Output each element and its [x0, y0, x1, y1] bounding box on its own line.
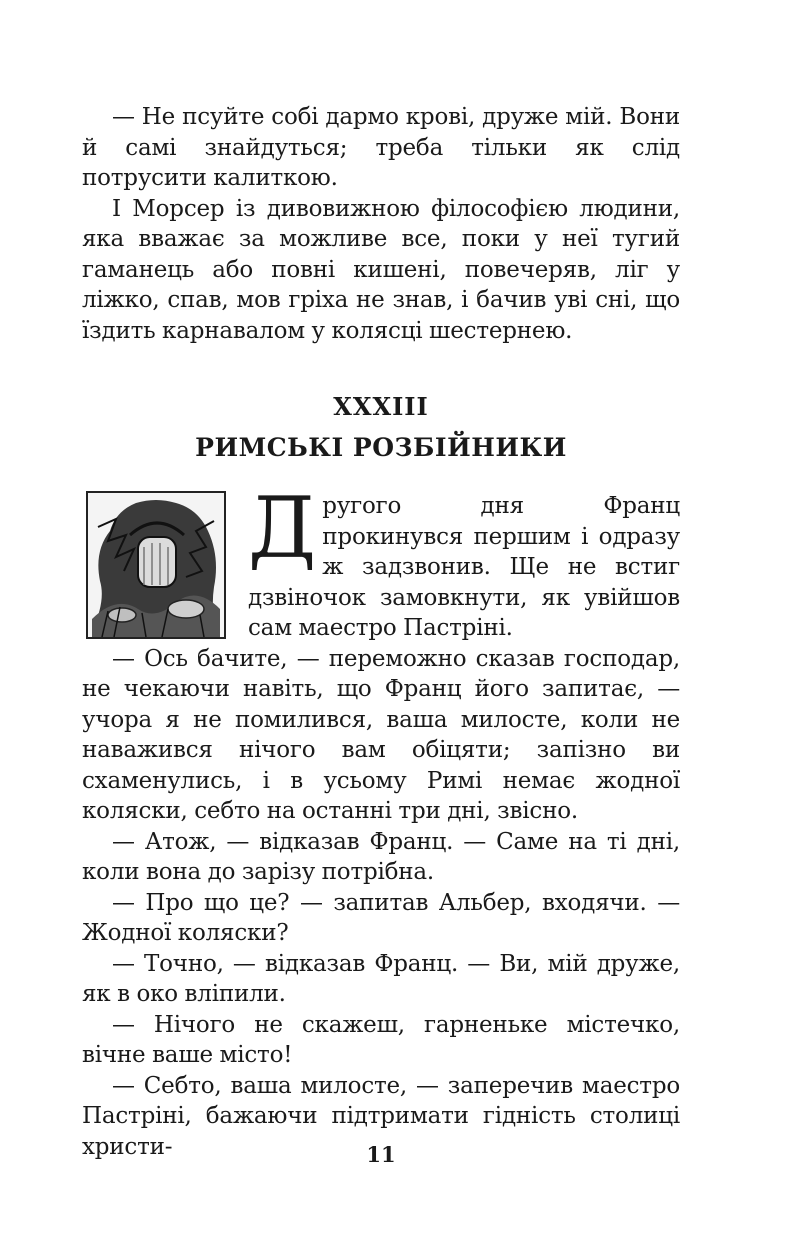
previous-chapter-ending	[82, 102, 680, 346]
paragraph: — Про що це? — запитав Альбер, входячи. — Жодної коляски?	[82, 889, 680, 946]
paragraph: — Атож, — відказав Франц. — Саме на ті дні, коли вона до зарізу потрібна.	[82, 828, 680, 885]
paragraph: І Морсер із дивовижною філософією людини, яка вважає за можливе все, поки у неї тугий гаманець або повні кишені, повечеряв, ліг у ліжко, спав, мов гріха не знав, і бачив уві сні, що їздить карнавалом у колясці шестернею.	[82, 195, 680, 344]
paragraph: — Точно, — відказав Франц. — Ви, мій друже, як в око вліпили.	[82, 950, 680, 1007]
chapter-title: РИМСЬКІ РОЗБІЙНИКИ	[195, 433, 567, 462]
paragraph: — Нічого не скажеш, гарненьке містечко, вічне ваше місто!	[82, 1011, 680, 1068]
book-page	[82, 0, 680, 1241]
paragraph: — Не псуйте собі дармо крові, друже мій. Вони й самі знайдуться; треба тільки як слід потрусити калиткою.	[82, 104, 680, 191]
paragraph: — Ось бачите, — переможно сказав господар, не чекаючи навіть, що Франц його запитає, — учора я не помилився, ваша милосте, коли не наважився нічого вам обіцяти; запізно ви схаменулись, і в усьому Римі немає жодної коляски, себто на останні три дні, звісно.	[82, 645, 680, 824]
engraving-illustration	[86, 491, 226, 639]
paragraph: — Себто, ваша милосте, — заперечив маестро Пастріні, бажаючи підтримати гідність столиці христи-	[82, 1072, 680, 1160]
chapter-body	[82, 479, 680, 1162]
page-number: 11	[366, 1142, 396, 1167]
chapter-number: XXXIII	[333, 392, 429, 421]
paragraph: ругого дня Франц прокинувся першим і одразу ж задзвонив. Ще не встиг дзвіночок замовкнути, як увійшов сам маестро Пастріні.	[248, 493, 680, 641]
drop-cap: Д	[248, 479, 317, 577]
